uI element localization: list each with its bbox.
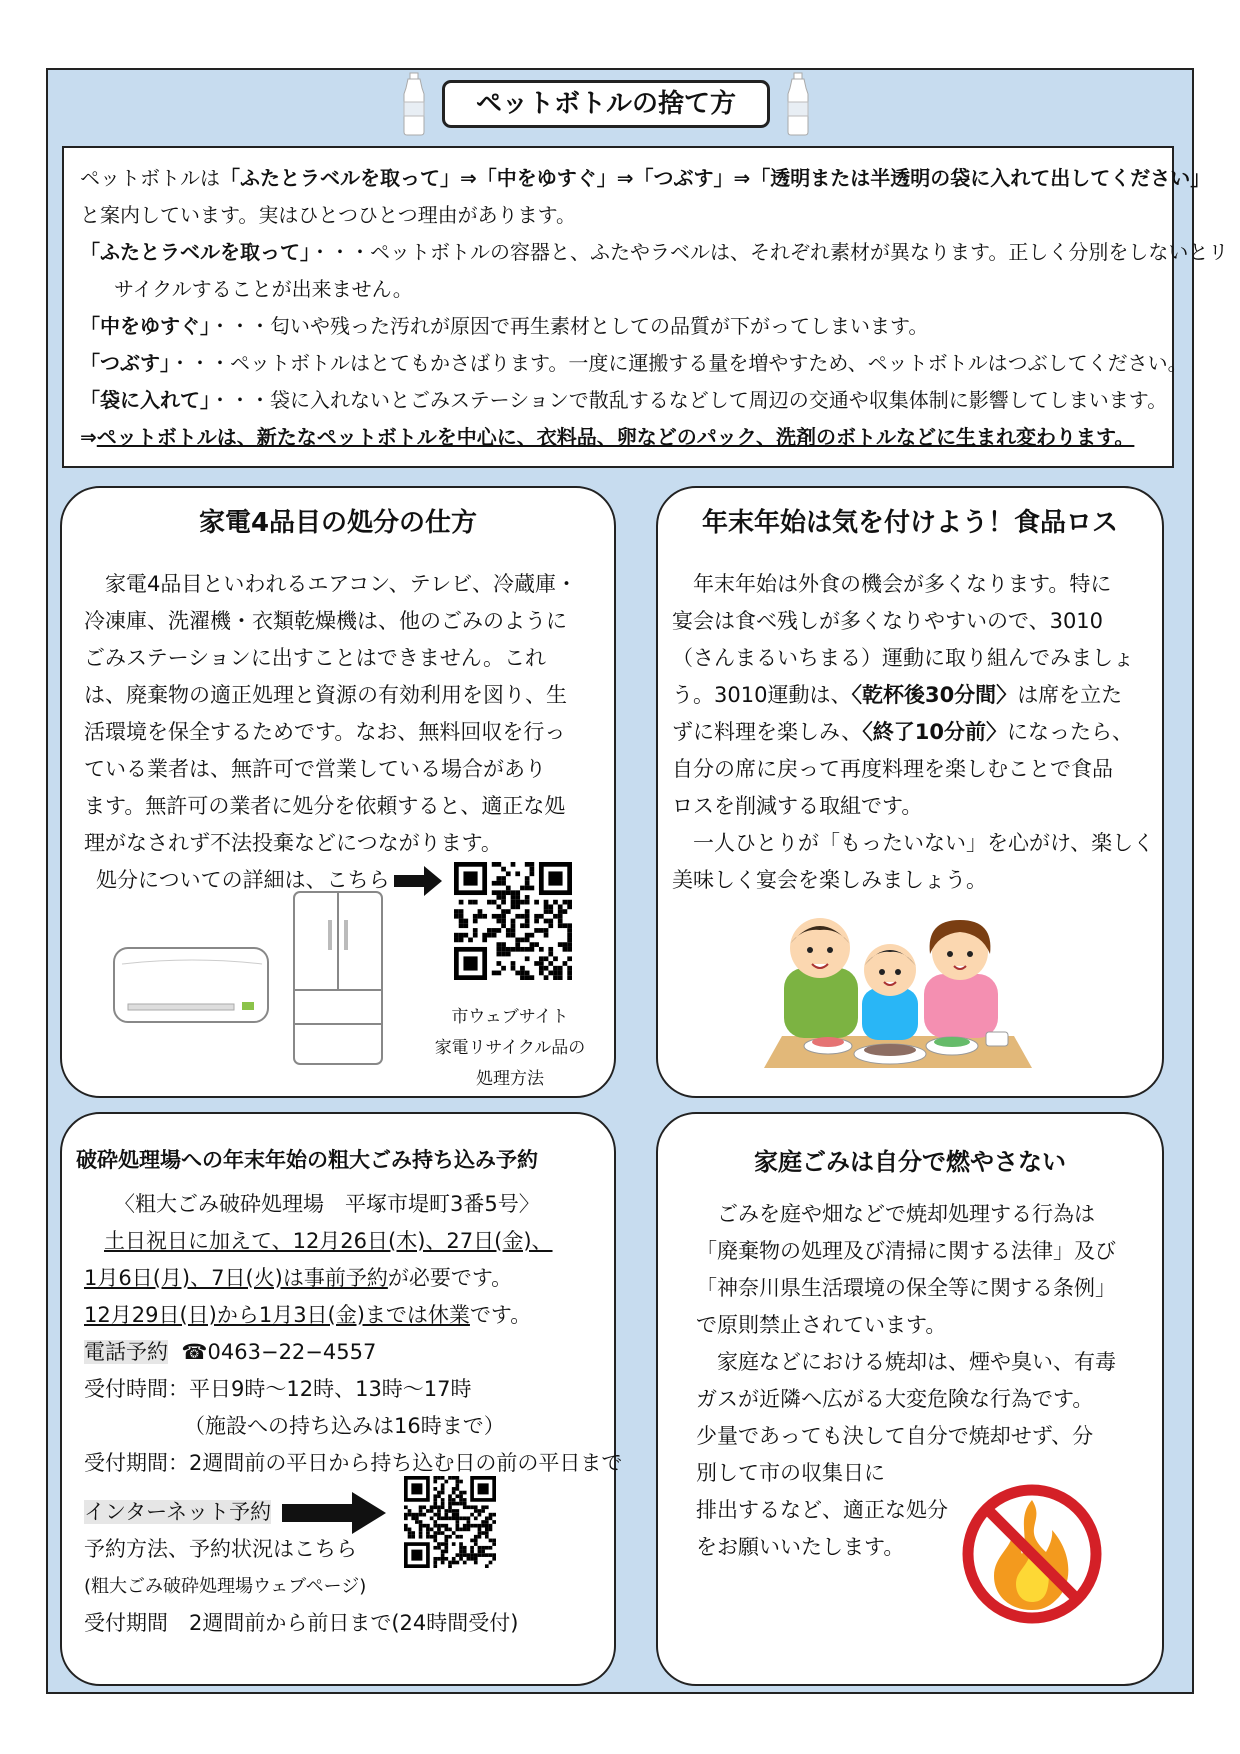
appliance-line: は、廃棄物の適正処理と資源の有効利用を図り、生 [84,683,567,707]
food-line: 自分の席に戻って再度料理を楽しむことで食品 [672,757,1113,781]
facility-address: 〈粗大ごみ破砕処理場 平塚市堤町3番5号〉 [114,1192,540,1216]
appliance-line: 家電4品目といわれるエアコン、テレビ、冷蔵庫・ [105,572,577,596]
pet-line: 「袋に入れて」・・・袋に入れないとごみステーションで散乱するなどして周辺の交通や収集体制に影響してしまいます。 [80,388,1168,412]
pet-line: と案内しています。実はひとつひとつ理由があります。 [80,203,576,227]
pet-line: 「ふたとラベルを取って」・・・ペットボトルの容器と、ふたやラベルは、それぞれ素材が異なります。正しく分別をしないとリ [80,240,1229,264]
phone-reservation-label: 電話予約 [84,1340,168,1364]
reception-hours-note: （施設への持ち込みは16時まで） [184,1414,505,1438]
pet-bottle-icon [400,72,428,136]
no-burning-line: ガスが近隣へ広がる大変危険な行為です。 [696,1387,1094,1411]
no-burning-title: 家庭ごみは自分で燃やさない [754,1148,1066,1176]
qr-code-icon[interactable] [454,862,572,980]
no-burning-line: 別して市の収集日に [696,1461,885,1485]
pet-bottle-icon [784,72,812,136]
pet-line: 「つぶす」・・・ペットボトルはとてもかさばります。一度に運搬する量を増やすため、ペットボトルはつぶしてください。 [80,351,1188,375]
no-burning-line: ごみを庭や畑などで焼却処理する行為は [717,1202,1095,1226]
no-burning-line: で原則禁止されています。 [696,1313,947,1337]
appliance-line: 理がなされず不法投棄などにつながります。 [84,831,502,855]
phone-reservation-line [84,1334,622,1371]
phone-number[interactable]: 0463−22−4557 [207,1340,377,1364]
pet-conclusion: ⇒ペットボトルは、新たなペットボトルを中心に、衣料品、卵などのパック、洗剤のボトルなどに生まれ変わります。 [80,425,1135,449]
no-burning-line: をお願いいたします。 [696,1535,905,1559]
arrow-right-icon [282,1492,386,1534]
appliance-detail-link-text: 処分についての詳細は、こちら [96,868,390,892]
family-eating-illustration [758,908,1038,1074]
bulky-waste-body [84,1186,622,1482]
food-loss-title: 年末年始は気を付けよう！食品ロス [701,508,1118,538]
internet-reservation-label: インターネット予約 [84,1500,272,1524]
appliance-line: ます。無許可の業者に処分を依頼すると、適正な処 [84,794,566,818]
qr-caption-line: 家電リサイクル品の [434,1038,586,1058]
food-line: （さんまるいちまる）運動に取り組んでみましょ [672,646,1134,670]
appliance-title: 家電4品目の処分の仕方 [198,508,478,538]
qr-caption-line: 市ウェブサイト [451,1007,569,1027]
air-conditioner-icon [112,944,272,1028]
appliance-line: 活環境を保全するためです。なお、無料回収を行っ [84,720,566,744]
no-burning-line: 排出するなど、適正な処分 [696,1498,948,1522]
internet-reservation-page: (粗大ごみ破砕処理場ウェブページ) [84,1576,367,1597]
refrigerator-icon [290,890,388,1070]
phone-icon: ☎ [181,1340,208,1364]
food-loss-body [672,566,1154,899]
reservation-dates-line: 土日祝日に加えて、12月26日(木)、27日(金)、 [104,1229,553,1253]
no-burning-line: 「神奈川県生活環境の保全等に関する条例」 [696,1276,1116,1300]
no-burning-line: 「廃棄物の処理及び清掃に関する法律」及び [696,1239,1116,1263]
pet-title: ペットボトルの捨て方 [442,80,770,128]
food-line: ロスを削減する取組です。 [672,794,923,818]
bulky-waste-title: 破砕処理場への年末年始の粗大ごみ持ち込み予約 [76,1148,538,1172]
internet-reservation-method: 予約方法、予約状況はこちら [84,1537,357,1561]
food-line: う。3010運動は、〈乾杯後30分間〉は席を立た [672,683,1123,707]
pet-explanation-box [62,146,1229,468]
reception-hours: 受付時間：平日9時〜12時、13時〜17時 [84,1377,472,1401]
appliance-line: 冷凍庫、洗濯機・衣類乾燥機は、他のごみのように [84,609,567,633]
food-line: 宴会は食べ残しが多くなりやすいので、3010 [672,609,1104,633]
no-burning-card [656,1112,1164,1686]
appliance-body [84,566,577,899]
internet-reservation-period: 受付期間 2週間前から前日まで(24時間受付) [84,1611,519,1635]
appliance-disposal-card [60,486,616,1098]
pet-line: ペットボトルは「ふたとラベルを取って」⇒「中をゆすぐ」⇒「つぶす」⇒「透明または半透明の袋に入れて出してください」 [80,166,1211,190]
closed-dates-line: 12月29日(日)から1月3日(金)までは休業です。 [84,1303,532,1327]
food-loss-card [656,486,1164,1098]
reception-period: 受付期間：2週間前の平日から持ち込む日の前の平日まで [84,1451,623,1475]
food-line: 美味しく宴会を楽しみましょう。 [672,868,987,892]
pet-line: 「中をゆすぐ」・・・匂いや残った汚れが原因で再生素材としての品質が下がってしまいます。 [80,314,929,338]
pet-line: サイクルすることが出来ません。 [114,277,413,301]
food-line: ずに料理を楽しみ、〈終了10分前〉になったら、 [672,720,1133,744]
bulky-waste-card [60,1112,623,1686]
no-fire-icon [960,1482,1104,1626]
qr-code-icon[interactable] [404,1476,496,1568]
arrow-right-icon [394,866,442,896]
appliance-line: ごみステーションに出すことはできません。これ [84,646,546,670]
no-burning-line: 少量であっても決して自分で焼却せず、分 [696,1424,1094,1448]
reservation-dates-line: 1月6日(月)、7日(火)は事前予約が必要です。 [84,1266,513,1290]
qr-caption-line: 処理方法 [476,1069,544,1089]
appliance-line: ている業者は、無許可で営業している場合があり [84,757,546,781]
food-line: 年末年始は外食の機会が多くなります。特に [693,572,1112,596]
food-line: 一人ひとりが「もったいない」を心がけ、楽しく [693,831,1155,855]
qr-caption [410,1002,610,1095]
no-burning-line: 家庭などにおける焼却は、煙や臭い、有毒 [717,1350,1116,1374]
